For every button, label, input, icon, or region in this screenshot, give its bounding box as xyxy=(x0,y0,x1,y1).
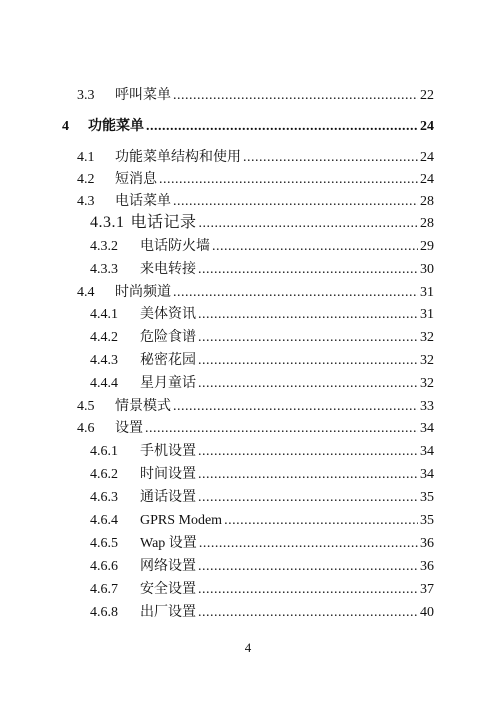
toc-entry-4-5 xyxy=(77,398,434,416)
toc-entry-number: 4.6.1 xyxy=(90,444,118,459)
toc-leader-dots xyxy=(198,306,418,324)
toc-entry-title: 手机设置 xyxy=(140,444,196,459)
toc-entry-page: 33 xyxy=(420,399,434,414)
toc-entry-number: 4.2 xyxy=(77,172,95,187)
toc-entry-page: 28 xyxy=(420,194,434,209)
toc-entry-title: 电话记录 xyxy=(130,214,197,231)
toc-entry-number: 4.3 xyxy=(77,194,95,209)
toc-entry-number: 4.6.2 xyxy=(90,467,118,482)
toc-leader-dots xyxy=(198,466,418,484)
toc-entry-page: 34 xyxy=(420,421,434,436)
toc-entry-3-3 xyxy=(77,87,434,105)
toc-entry-page: 40 xyxy=(420,605,434,620)
toc-entry-4-6-4 xyxy=(90,512,434,530)
toc-entry-number: 4.6.3 xyxy=(90,490,118,505)
toc-entry-number: 4.4.3 xyxy=(90,353,118,368)
toc-entry-number: 4.6.5 xyxy=(90,536,118,551)
toc-entry-title: 功能菜单 xyxy=(88,119,144,134)
toc-entry-title: 电话防火墙 xyxy=(140,239,210,254)
toc-entry-number: 4.6.4 xyxy=(90,513,118,528)
toc-leader-dots xyxy=(173,398,418,416)
toc-entry-page: 35 xyxy=(420,490,434,505)
toc-entry-title: Wap 设置 xyxy=(140,536,197,551)
toc-entry-title: 时尚频道 xyxy=(115,285,171,300)
toc-entry-title: 安全设置 xyxy=(140,582,196,597)
toc-entry-page: 22 xyxy=(420,88,434,103)
toc-entry-page: 35 xyxy=(420,513,434,528)
toc-entry-title: GPRS Modem xyxy=(140,513,223,528)
toc-entry-page: 24 xyxy=(420,119,434,134)
toc-entry-number: 4.6.8 xyxy=(90,605,118,620)
toc-entry-page: 24 xyxy=(420,150,434,165)
toc-leader-dots xyxy=(198,261,418,279)
toc-entry-number: 4.6.6 xyxy=(90,559,118,574)
toc-entry-title: 电话菜单 xyxy=(115,194,171,209)
toc-leader-dots xyxy=(173,193,418,211)
toc-entry-title: 时间设置 xyxy=(140,467,196,482)
toc-entry-page: 34 xyxy=(420,467,434,482)
toc-entry-page: 37 xyxy=(420,582,434,597)
toc-entry-title: 短消息 xyxy=(115,172,157,187)
toc-leader-dots xyxy=(212,238,418,256)
toc-entry-4-2 xyxy=(77,171,434,189)
toc-entry-4-4-2 xyxy=(90,329,434,347)
toc-entry-number: 4.1 xyxy=(77,150,95,165)
toc-entry-title: 网络设置 xyxy=(140,559,196,574)
toc-entry-page: 31 xyxy=(420,285,434,300)
toc-entry-page: 34 xyxy=(420,444,434,459)
toc-entry-4-6-7 xyxy=(90,581,434,599)
toc-entry-page: 30 xyxy=(420,262,434,277)
toc-entry-number: 4.6.7 xyxy=(90,582,118,597)
toc-leader-dots xyxy=(146,118,418,136)
toc-entry-page: 32 xyxy=(420,353,434,368)
toc-entry-4-6-5 xyxy=(90,535,434,553)
toc-leader-dots xyxy=(173,284,418,302)
toc-leader-dots xyxy=(159,171,418,189)
toc-leader-dots xyxy=(199,535,418,553)
toc-leader-dots xyxy=(173,87,418,105)
toc-entry-number: 4.6 xyxy=(77,421,95,436)
toc-entry-4-4 xyxy=(77,284,434,302)
page-number: 4 xyxy=(244,640,252,655)
toc-leader-dots xyxy=(224,512,418,530)
toc-leader-dots xyxy=(198,489,418,507)
toc-entry-page: 24 xyxy=(420,172,434,187)
toc-entry-page: 32 xyxy=(420,376,434,391)
toc-entry-4-1 xyxy=(77,149,434,167)
toc-entry-page: 32 xyxy=(420,330,434,345)
toc-entry-number: 4.3.3 xyxy=(90,262,118,277)
toc-entry-title: 危险食谱 xyxy=(140,330,196,345)
toc-leader-dots xyxy=(199,215,418,233)
toc-entry-4-6-6 xyxy=(90,558,434,576)
toc-entry-number: 4.5 xyxy=(77,399,95,414)
toc-entry-page: 29 xyxy=(420,239,434,254)
toc-entry-number: 4.4.4 xyxy=(90,376,118,391)
toc-entry-page: 36 xyxy=(420,536,434,551)
toc-entry-number: 4.3.1 xyxy=(90,214,125,231)
toc-entry-4-6-2 xyxy=(90,466,434,484)
toc-entry-title: 出厂设置 xyxy=(140,605,196,620)
toc-entry-title: 来电转接 xyxy=(140,262,196,277)
toc-entry-title: 功能菜单结构和使用 xyxy=(115,150,241,165)
toc-leader-dots xyxy=(243,149,418,167)
toc-entry-page: 36 xyxy=(420,559,434,574)
toc-entry-4-3-1 xyxy=(90,214,434,233)
toc-leader-dots xyxy=(198,443,418,461)
toc-entry-number: 3.3 xyxy=(77,88,95,103)
toc-entry-number: 4.4.1 xyxy=(90,307,118,322)
toc-entry-title: 通话设置 xyxy=(140,490,196,505)
toc-entry-4-4-3 xyxy=(90,352,434,370)
toc-entry-page: 31 xyxy=(420,307,434,322)
toc-entry-number: 4.3.2 xyxy=(90,239,118,254)
toc-entry-number: 4.4.2 xyxy=(90,330,118,345)
toc-entry-page: 28 xyxy=(420,216,434,231)
toc-entry-number: 4 xyxy=(62,119,69,134)
toc-leader-dots xyxy=(198,581,418,599)
toc-entry-title: 设置 xyxy=(115,421,143,436)
toc-entry-4-4-1 xyxy=(90,306,434,324)
toc-entry-4-6 xyxy=(77,420,434,438)
toc-leader-dots xyxy=(198,604,418,622)
toc-entry-4-6-1 xyxy=(90,443,434,461)
toc-entry-4-3-3 xyxy=(90,261,434,279)
toc-entry-4-6-3 xyxy=(90,489,434,507)
toc-leader-dots xyxy=(145,420,418,438)
toc-leader-dots xyxy=(198,352,418,370)
toc-entry-4-3-2 xyxy=(90,238,434,256)
toc-entry-4-6-8 xyxy=(90,604,434,622)
toc-entry-4 xyxy=(62,118,434,136)
toc-entry-4-3 xyxy=(77,193,434,211)
toc-entry-title: 星月童话 xyxy=(140,376,196,391)
toc-entry-number: 4.4 xyxy=(77,285,95,300)
toc-leader-dots xyxy=(198,375,418,393)
toc-entry-title: 秘密花园 xyxy=(140,353,196,368)
toc-entry-title: 呼叫菜单 xyxy=(115,88,171,103)
toc-leader-dots xyxy=(198,558,418,576)
toc-entry-4-4-4 xyxy=(90,375,434,393)
toc-leader-dots xyxy=(198,329,418,347)
toc-entry-title: 情景模式 xyxy=(115,399,171,414)
toc-entry-title: 美体资讯 xyxy=(140,307,196,322)
